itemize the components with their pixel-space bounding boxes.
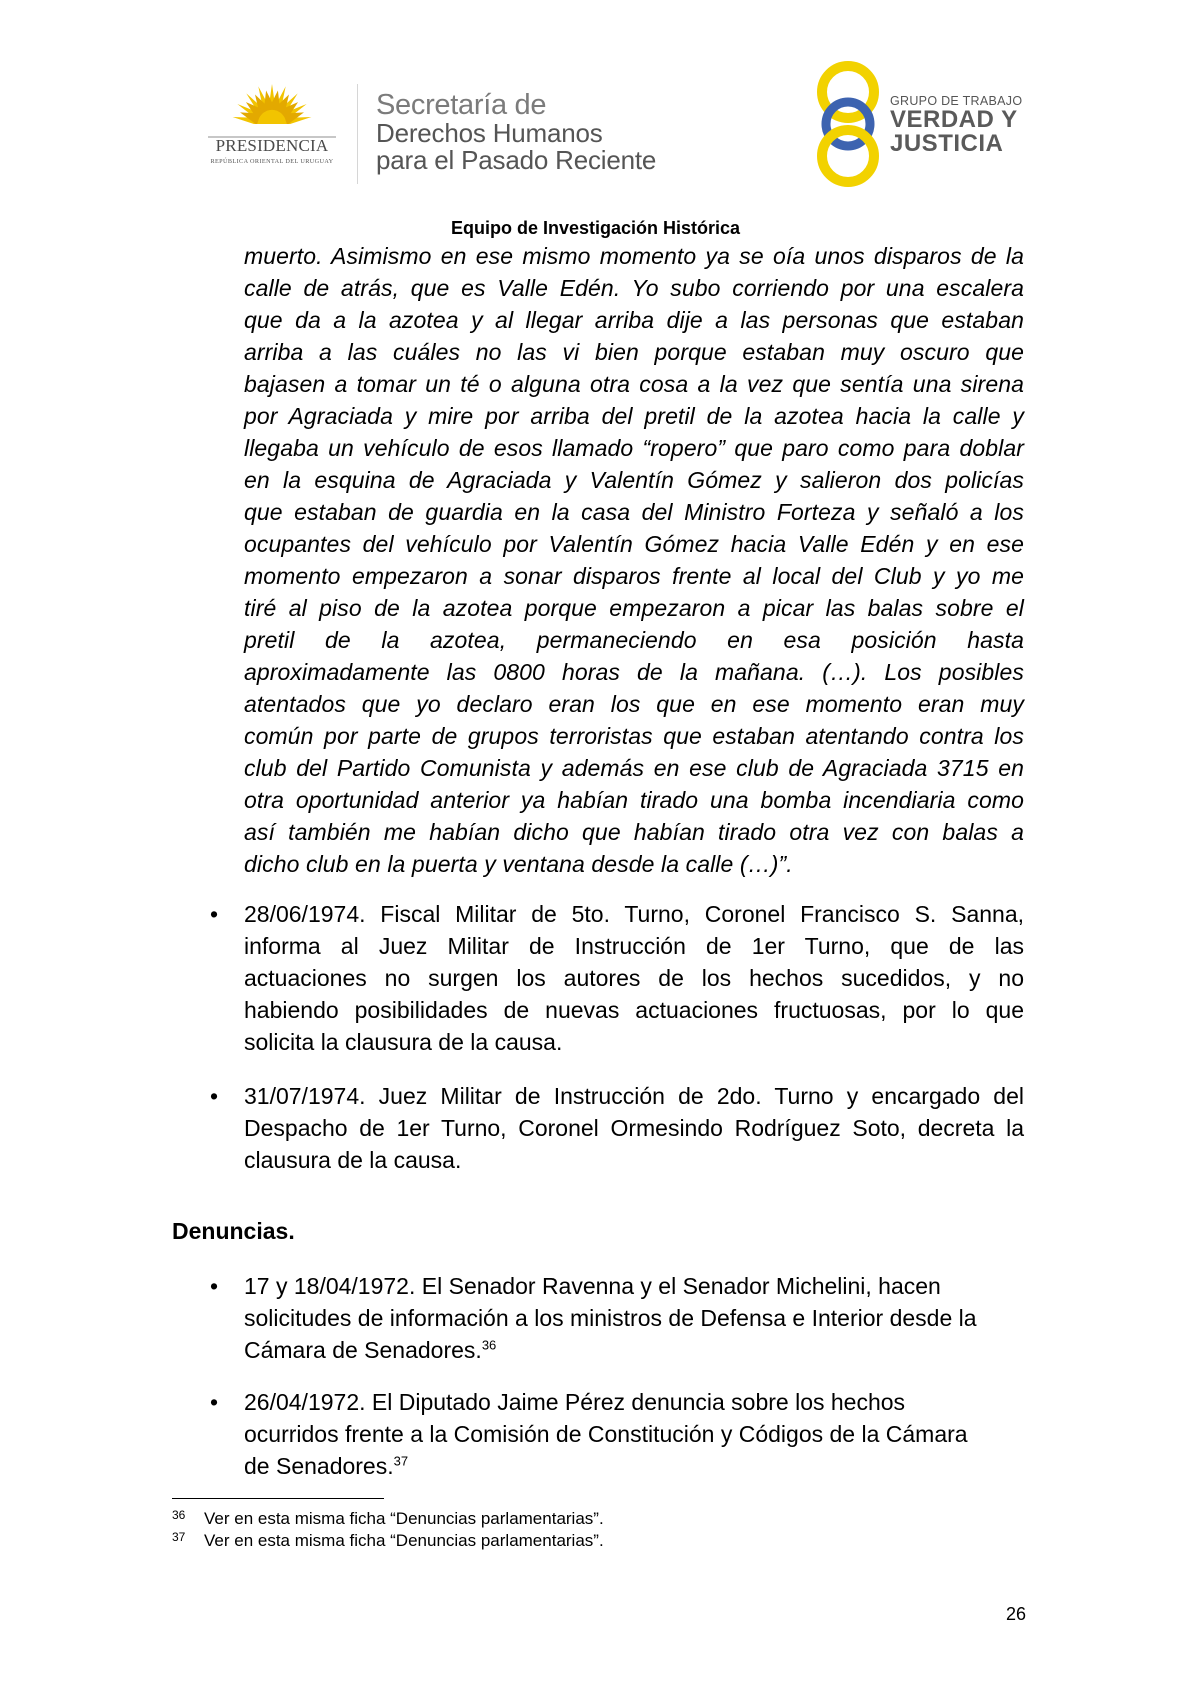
secretaria-line-1: Secretaría de [376,89,547,121]
list-item-line: solicita la clausura de la causa. [244,1029,563,1055]
list-item-line: actuaciones no surgen los autores de los hechos sucedidos, y no [244,965,1024,991]
list-item-line [244,1334,1024,1366]
quote-line: momento empezaron a sonar disparos frente al local del Club y yo me [244,563,1024,589]
list-item-line: 17 y 18/04/1972. El Senador Ravenna y el Senador Michelini, hacen [244,1273,941,1299]
footnote-ref[interactable]: 36 [481,1337,497,1353]
secretaria-logo-text [376,90,716,174]
quote-line: bajasen a tomar un té o alguna otra cosa a la vez que sentía una sirena [244,371,1024,397]
footnote-text: Ver en esta misma ficha “Denuncias parlamentarias”. [204,1531,604,1550]
footnote-number: 36 [172,1508,186,1522]
quote-line: por Agraciada y mire por arriba del pretil de la azotea hacia la calle y [244,403,1024,429]
gtvj-line-1: GRUPO DE TRABAJO [890,94,1023,108]
secretaria-line-3: para el Pasado Reciente [376,145,657,175]
gtvj-line-2: VERDAD Y [890,106,1018,133]
list-item-line: ocurridos frente a la Comisión de Constitución y Códigos de la Cámara [244,1421,968,1447]
quote-line: ocupantes del vehículo por Valentín Gómez hacia Valle Edén y en ese [244,531,1024,557]
quote-line: pretil de la azotea, permaneciendo en esa posición hasta [244,627,1024,653]
quote-line: llegaba un vehículo de esos llamado “ropero” que paro como para doblar [244,435,1024,461]
list-item-line: habiendo posibilidades de nuevas actuaciones fructuosas, por lo que [244,997,1024,1023]
footnote-number: 37 [172,1530,186,1544]
bullet-icon: • [209,1389,219,1415]
quote-line: otra oportunidad anterior ya habían tirado una bomba incendiaria como [244,787,1024,813]
quote-line: común por parte de grupos terroristas que estaban atentando contra los [244,723,1024,749]
list-item [209,1386,1024,1482]
sun-icon [196,80,348,140]
quote-line: que da a la azotea y al llegar arriba dije a las personas que estaban [244,307,1024,333]
presidencia-logo [196,80,348,180]
quote-line: arriba a las cuáles no las vi bien porque estaban muy oscuro que [244,339,1024,365]
quote-line: muerto. Asimismo en ese mismo momento ya se oía unos disparos de la [244,243,1024,269]
gtvj-line-3: JUSTICIA [890,130,1004,157]
quote-line: así también me habían dicho que habían tirado otra vez con balas a [244,819,1024,845]
secretaria-line-2: Derechos Humanos [376,118,603,148]
verdad-justicia-title [890,94,1050,156]
quote-line: tiré al piso de la azotea porque empezaron a picar las balas sobre el [244,595,1024,621]
list-item-line: 31/07/1974. Juez Militar de Instrucción de 2do. Turno y encargado del [244,1083,1024,1109]
list-item [209,898,1024,1058]
quote-line: calle de atrás, que es Valle Edén. Yo subo corriendo por una escalera [244,275,1024,301]
list-item-line: Despacho de 1er Turno, Coronel Ormesindo Rodríguez Soto, decreta la [244,1115,1024,1141]
list-item [209,1270,1024,1366]
bullet-icon: • [209,901,219,927]
footnote-ref[interactable]: 37 [393,1453,409,1469]
presidencia-subtitle: REPÚBLICA ORIENTAL DEL URUGUAY [210,158,334,165]
list-item-line: 26/04/1972. El Diputado Jaime Pérez denuncia sobre los hechos [244,1389,906,1415]
list-item-line: 28/06/1974. Fiscal Militar de 5to. Turno, Coronel Francisco S. Sanna, [244,901,1024,927]
page-number: 26 [1006,1604,1027,1624]
quote-line: en la esquina de Agraciada y Valentín Gómez y salieron dos policías [244,467,1024,493]
list-item-line [244,1450,1024,1482]
bullet-icon: • [209,1083,219,1109]
quote-line: aproximadamente las 0800 horas de la mañana. (…). Los posibles [244,659,1024,685]
bullet-icon: • [209,1273,219,1299]
list-item [209,1080,1024,1176]
quote-line: atentados que yo declaro eran los que en ese momento eran muy [244,691,1024,717]
list-item-text: de Senadores. [244,1453,394,1479]
team-heading: Equipo de Investigación Histórica [450,218,741,238]
quote-line: club del Partido Comunista y además en ese club de Agraciada 3715 en [244,755,1024,781]
list-item-line: informa al Juez Militar de Instrucción de 1er Turno, que de las [244,933,1024,959]
quote-line: dicho club en la puerta y ventana desde la calle (…)”. [244,851,793,877]
header-divider [357,84,358,184]
footnote-rule [172,1498,384,1499]
list-item-line: clausura de la causa. [244,1147,462,1173]
verdad-justicia-rings-icon [812,60,884,188]
quote-line: que estaban de guardia en la casa del Ministro Forteza y señaló a los [244,499,1024,525]
testimony-quote [244,240,1024,880]
list-item-line: solicitudes de información a los ministros de Defensa e Interior desde la [244,1305,977,1331]
list-item-text: Cámara de Senadores. [244,1337,482,1363]
presidencia-title: PRESIDENCIA [215,136,329,155]
footnote-text: Ver en esta misma ficha “Denuncias parlamentarias”. [204,1509,604,1528]
section-heading-denuncias: Denuncias. [172,1218,295,1244]
